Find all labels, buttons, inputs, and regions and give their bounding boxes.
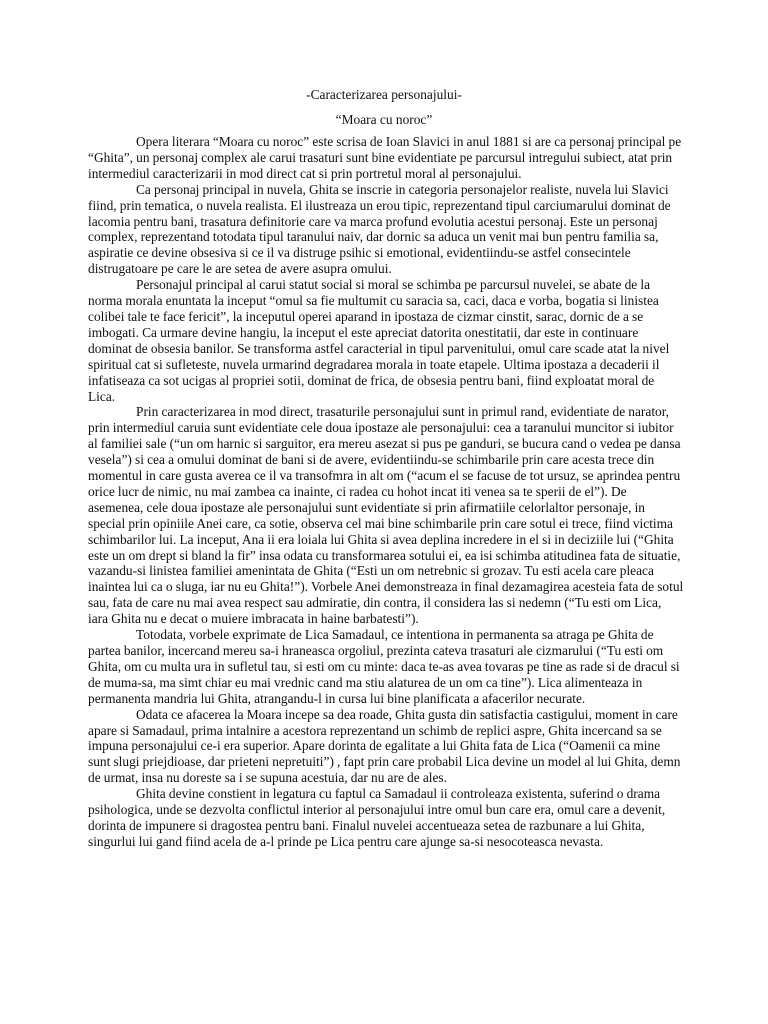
paragraph: Opera literara “Moara cu noroc” este scrisa de Ioan Slavici in anul 1881 si are ca personaj principal pe “Ghita”, un personaj complex ale carui trasaturi sunt bine evidentiate pe parcursul intregului subiect, atat prin intermediul caracterizarii in mod direct cat si prin portretul moral al personajului.	[88, 134, 682, 181]
document-subtitle: “Moara cu noroc”	[335, 112, 433, 127]
document-body	[88, 134, 684, 850]
paragraph: Ghita devine constient in legatura cu faptul ca Samadaul ii controleaza existenta, suferind o drama psihologica, unde se dezvolta conflictul interior al personajului intre omul bun care era, omul care a devenit, dorinta de impunere si dragostea pentru bani. Finalul nuvelei accentueaza setea de razbunare a lui Ghita, singurlui lui gand fiind acela de a-l prinde pe Lica pentru care ajunge sa-si nesocoteasca nevasta.	[88, 786, 666, 849]
paragraph: Prin caracterizarea in mod direct, trasaturile personajului sunt in primul rand, evidentiate de narator, prin intermediul caruia sunt evidentiate cele doua ipostaze ale personajului: cea a taranului muncitor si iubitor al familiei sale (“un om harnic si sarguitor, era mereu asezat si pus pe ganduri, se bucura cand o vedea pe dansa vesela”) si cea a omului dominat de bani si de avere, evidentiindu-se schimbarile prin care acesta trece din momentul in care gusta averea ce il va transofmra in alt om (“acum el se facuse de tot ursuz, se aprindea pentru orice lucr de nimic, nu mai zambea ca inainte, ci radea cu hohot incat iti venea sa te sperii de el”). De asemenea, cele doua ipostaze ale personajului sunt evidentiate si prin afirmatiile celorlaltor personaje, in special prin opiniile Anei care, ca sotie, observa cel mai bine schimbarile prin care sotul ei trece, fiind victima schimbarilor lui. La inceput, Ana ii era loiala lui Ghita si avea deplina incredere in el si in deciziile lui (“Ghita este un om drept si bland la fir” insa odata cu transformarea sotului ei, ea isi schimba atitudinea fata de situatie, vazandu-si linistea familiei amenintata de Ghita (“Esti un om netrebnic si grozav. Tu esti acela care pleaca inaintea lui ca o sluga, iar nu eu Ghita!”). Vorbele Anei demonstreaza in final dezamagirea acesteia fata de sotul sau, fata de care nu mai avea respect sau admiratie, din contra, il considera las si nedemn (“Tu esti om Lica, iara Ghita nu e decat o muiere imbracata in haine barbatesti”).	[88, 404, 684, 627]
paragraph: Ca personaj principal in nuvela, Ghita se inscrie in categoria personajelor realiste, nuvela lui Slavici fiind, prin tematica, o nuvela realista. El ilustreaza un erou tipic, reprezentand tipul carciumarului dominat de lacomia pentru bani, trasatura definitorie care va marca profund evolutia acestui personaj. Este un personaj complex, reprezentand totodata tipul taranului naiv, dar dornic sa aduca un venit mai bun pentru familia sa, aspiratie ce devine obsesiva si ce il va distruge psihic si emotional, evidentiindu-se astfel consecintele distrugatoare pe care le are setea de avere asupra omului.	[88, 181, 671, 277]
paragraph: Odata ce afacerea la Moara incepe sa dea roade, Ghita gusta din satisfactia castigului, moment in care apare si Samadaul, prima intalnire a acestora reprezentand un schimb de replici aspre, Ghita incercand sa se impuna personajului ce-i era superior. Apare dorinta de egalitate a lui Ghita fata de Lica (“Oamenii ca mine sunt slugi priejdioase, dar prieteni nepretuiti”) , fapt prin care probabil Lica devine un model al lui Ghita, demn de urmat, insa nu doreste sa i se supuna acestuia, dar nu are de ales.	[88, 706, 681, 786]
paragraph: Totodata, vorbele exprimate de Lica Samadaul, ce intentiona in permanenta sa atraga pe Ghita de partea banilor, incercand mereu sa-i hraneasca orgoliul, prezinta cateva trasaturi ale cizmarului (“Tu esti om Ghita, om cu multa ura in sufletul tau, si esti om cu minte: daca te-as avea tovaras pe tine as rade si de dracul si de muma-sa, ma simt chiar eu mai vrednic cand ma stiu alaturea de un om ca tine”). Lica alimenteaza in permanenta mandria lui Ghita, atrangandu-l in cursa lui bine planificata a afacerilor necurate.	[88, 627, 680, 706]
document-title: -Caracterizarea personajului-	[306, 87, 462, 102]
paragraph: Personajul principal al carui statut social si moral se schimba pe parcursul nuvelei, se abate de la norma morala enuntata la inceput “omul sa fie multumit cu saracia sa, caci, daca e vorba, bogatia si linistea colibei tale te face fericit”, la inceputul operei aparand in ipostaza de cizmar cinstit, sarac, dornic de a se imbogati. Ca urmare devine hangiu, la inceput el este apreciat datorita onestitatii, dar este in continuare dominat de obsesia banilor. Se transforma astfel caracterial in tipul parvenitului, omul care scade atat la nivel spiritual cat si sufleteste, nuvela urmarind degradarea morala in toate etapele. Ultima ipostaza a decaderii il infatiseaza ca sot ucigas al propriei sotii, dominat de frica, de obsesia pentru bani, fiind exploatat moral de Lica.	[88, 277, 670, 404]
